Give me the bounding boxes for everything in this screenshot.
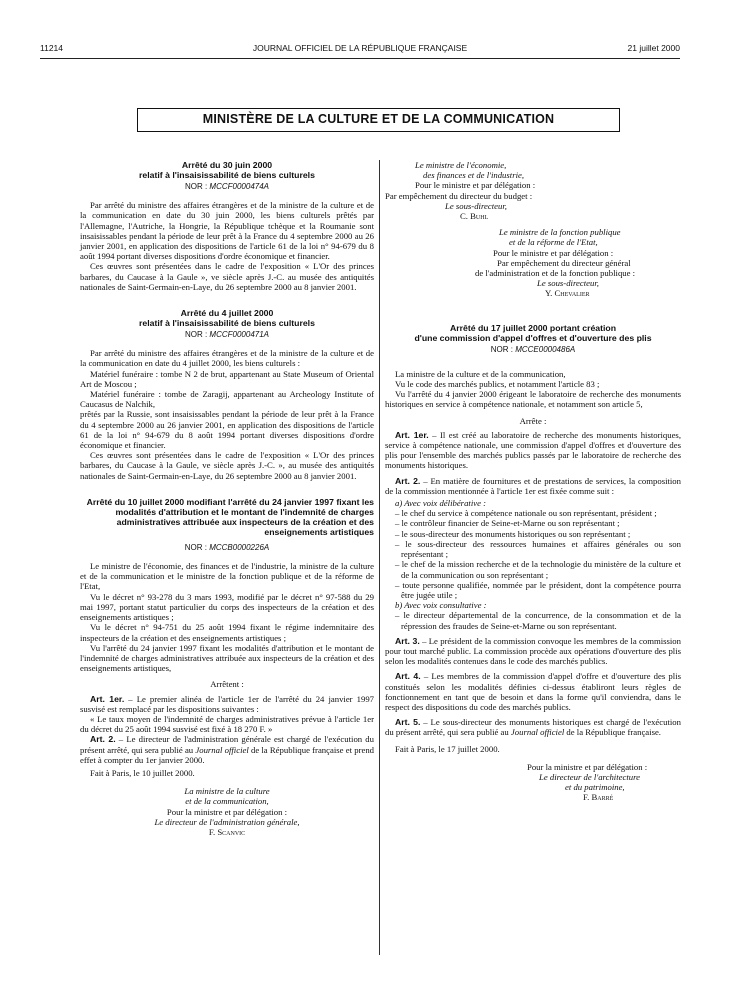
list-item: – le sous-directeur des ressources humaines et affaires générales ou son représentant ; bbox=[395, 538, 681, 560]
paragraph: Vu l'arrêté du 24 janvier 1997 fixant les modalités d'attribution et le montant de l'indemnité de charges administratives attribuée aux inspecteurs de la création et des enseignements artistiques, bbox=[80, 642, 374, 674]
article-1: Art. 1er. – Le premier alinéa de l'article 1er de l'arrêté du 24 janvier 1997 susvisé est remplacé par les dispositions suivantes : bbox=[80, 693, 375, 714]
paragraph: Vu le décret n° 94-751 du 25 août 1994 fixant le régime indemnitaire des inspecteurs de la création et des enseignements artistiques ; bbox=[80, 622, 374, 643]
article-title: Arrêté du 10 juillet 2000 modifiant l'arrêté du 24 janvier 1997 fixant les modalités d'attribution et le montant de l'indemnité de charges administratives attribuée aux inspecteurs de la création et des enseignements artistiques bbox=[86, 496, 374, 537]
article-5: Art. 5. – Le sous-directeur des monuments historiques est chargé de l'exécution du présent arrêté, qui sera publié au Journal officiel de la République française. bbox=[385, 717, 681, 738]
paragraph: Par arrêté du ministre des affaires étrangères et de la ministre de la culture et de la communication en date du 30 juin 2000, les biens culturels prêtés par l'Allemagne, l'Autriche, la Hongrie, la République tchèque et la Roumanie sont insaisissables pendant la période de leur prêt à la France du 4 septembre 2000 au 26 janvier 2001, en application des dispositions de l'article 61 de la loi n° 94-679 du 8 août 1994 portant diverses dispositions d'ordre économique et financier. bbox=[80, 200, 374, 262]
list-item: – le contrôleur financier de Seine-et-Marne ou son représentant ; bbox=[395, 518, 620, 529]
article-title: Arrêté du 4 juillet 2000 relatif à l'insaisissabilité de biens culturels bbox=[139, 308, 315, 329]
column-divider bbox=[379, 160, 380, 955]
list-item: – le chef du service à compétence nationale ou son représentant, président ; bbox=[395, 508, 657, 519]
paragraph: Matériel funéraire : tombe N 2 de brut, appartenant au State Museum of Oriental Art de Moscou ; bbox=[80, 368, 374, 389]
paragraph: Ces œuvres sont présentées dans le cadre de l'exposition « L'Or des princes barbares, du Caucase à la Gaule, ve siècle après J.-C. », au musée des antiquités nationales de Saint-Germain-en-Laye, du 26 septembre 2000 au 8 janvier 2001. bbox=[80, 450, 374, 481]
signature-block: Pour la ministre et par délégation : Le directeur de l'architecture et du patrimoine, F. Barré bbox=[527, 761, 648, 803]
list-item: – le directeur départemental de la concurrence, de la consommation et de la répression des fraudes de Seine-et-Marne ou son représentant. bbox=[395, 610, 681, 631]
signature-block: La ministre de la culture et de la communication, Pour la ministre et par délégation : Le directeur de l'administration générale, F. Scanvic bbox=[154, 786, 300, 837]
nor-reference: NOR : MCCF0000474A bbox=[184, 182, 270, 191]
article-2: Art. 2. – Le directeur de l'administration générale est chargé de l'exécution du présent arrêté, qui sera publié au Journal officiel de la République française et prend effet à compter du 1er janvier 2000. bbox=[80, 734, 375, 765]
nor-reference: NOR : MCCF0000471A bbox=[184, 330, 270, 340]
paragraph: prêtés par la Russie, sont insaisissables pendant la période de leur prêt à la France du 4 septembre 2000 au 26 janvier 2001, en application des dispositions de l'article 61 de la loi n° 94-679 du 8 août 1994 portant diverses dispositions d'ordre économique et financier. bbox=[80, 409, 374, 451]
arrete-label: Arrête : bbox=[519, 415, 547, 426]
nor-reference: NOR : MCCB0000226A bbox=[184, 542, 270, 552]
left-column bbox=[80, 160, 374, 837]
done-at: Fait à Paris, le 10 juillet 2000. bbox=[90, 767, 195, 778]
journal-title: JOURNAL OFFICIEL DE LA RÉPUBLIQUE FRANÇAISE bbox=[252, 43, 468, 53]
voting-members-list bbox=[385, 508, 681, 600]
paragraph: Vu le décret n° 93-278 du 3 mars 1993, modifié par le décret n° 97-588 du 29 mai 1997, portant statut particulier du corps des inspecteurs de la création et des enseignements artistiques ; bbox=[80, 591, 374, 623]
list-heading: a) Avec voix délibérative : bbox=[395, 498, 487, 509]
page-header bbox=[40, 43, 680, 57]
page-number: 11214 bbox=[40, 43, 64, 53]
paragraph: Vu le code des marchés publics, et notamment l'article 83 ; bbox=[395, 379, 600, 390]
signature-block: Le ministre de la fonction publique et de la réforme de l'Etat, Pour le ministre et par délégation : Par empêchement du directeur général de l'administration et de la fonction publique : Le sous-directeur, Y. Chevalier bbox=[475, 227, 636, 299]
paragraph: Matériel funéraire : tombe de Zaragij, appartenant au Archeology Institute of Caucasus de Nalchik, bbox=[80, 389, 374, 410]
article-title: Arrêté du 17 juillet 2000 portant création d'une commission d'appel d'offres et d'ouverture des plis bbox=[414, 322, 652, 343]
list-heading: b) Avec voix consultative : bbox=[395, 600, 487, 611]
paragraph: Vu l'arrêté du 4 janvier 2000 érigeant le laboratoire de recherche des monuments historiques en service à compétence nationale, et notamment son article 5, bbox=[385, 389, 681, 410]
article-4: Art. 4. – Les membres de la commission d'appel d'offre et d'ouverture des plis constitués selon les modalités définies ci-dessus établiront leurs règles de fonctionnement en tant que de besoin et dans la forme qu'il conviendra, dans le respect des dispositions du code des marchés publics. bbox=[385, 671, 681, 712]
right-column bbox=[385, 160, 681, 803]
article-title: Arrêté du 30 juin 2000 relatif à l'insaisissabilité de biens culturels bbox=[139, 160, 315, 180]
list-item: – toute personne qualifiée, nommée par le président, dont la compétence pourra être jugée utile ; bbox=[395, 579, 681, 600]
paragraph: Ces œuvres sont présentées dans le cadre de l'exposition « L'Or des princes barbares, du Caucase à la Gaule », ve siècle après J.-C. au musée des antiquités nationales de Saint-Germain-en-Laye, du 26 septembre 2000 au 8 janvier 2001. bbox=[80, 261, 374, 292]
advisory-members-list bbox=[385, 610, 681, 630]
signature-block: Le ministre de l'économie, des finances et de l'industrie, Pour le ministre et par délégation : Par empêchement du directeur du budget : Le sous-directeur, C. Buhl bbox=[385, 160, 536, 222]
paragraph: « Le taux moyen de l'indemnité de charges administratives prévue à l'article 1er du décret du 25 août 1994 susvisé est fixé à 18 270 F. » bbox=[80, 713, 374, 735]
article-1: Art. 1er. – Il est créé au laboratoire de recherche des monuments historiques, service à compétence nationale, une commission d'appel d'offres et d'ouverture des plis pour l'ensemble des marchés publics passés par le laboratoire de recherche des monuments historiques. bbox=[385, 429, 681, 471]
paragraph: Par arrêté du ministre des affaires étrangères et de la ministre de la culture et de la communication en date du 4 juillet 2000, les biens culturels : bbox=[80, 348, 374, 369]
article-2: Art. 2. – En matière de fournitures et de prestations de services, la composition de la commission mentionnée à l'article 1er est fixée comme suit : bbox=[385, 475, 681, 496]
ministry-banner: MINISTÈRE DE LA CULTURE ET DE LA COMMUNICATION bbox=[137, 108, 620, 132]
list-item: – le chef de la mission recherche et de la technologie du ministère de la culture et de la communication ou son représentant ; bbox=[395, 559, 681, 580]
nor-reference: NOR : MCCE0000486A bbox=[490, 344, 576, 354]
article-3: Art. 3. – Le président de la commission convoque les membres de la commission pour tout marché public. La commission procède aux opérations d'ouverture des plis selon les modalités contenues dans le code des marchés publics. bbox=[385, 635, 681, 667]
list-item: – le sous-directeur des monuments historiques ou son représentant ; bbox=[395, 528, 631, 539]
header-rule bbox=[40, 58, 680, 59]
arretent-label: Arrêtent : bbox=[210, 679, 244, 690]
paragraph: La ministre de la culture et de la communication, bbox=[395, 368, 566, 379]
paragraph: Le ministre de l'économie, des finances et de l'industrie, la ministre de la culture et de la communication et le ministre de la fonction publique et de la réforme de l'Etat, bbox=[80, 561, 374, 592]
done-at: Fait à Paris, le 17 juillet 2000. bbox=[395, 743, 500, 754]
issue-date: 21 juillet 2000 bbox=[627, 43, 680, 53]
